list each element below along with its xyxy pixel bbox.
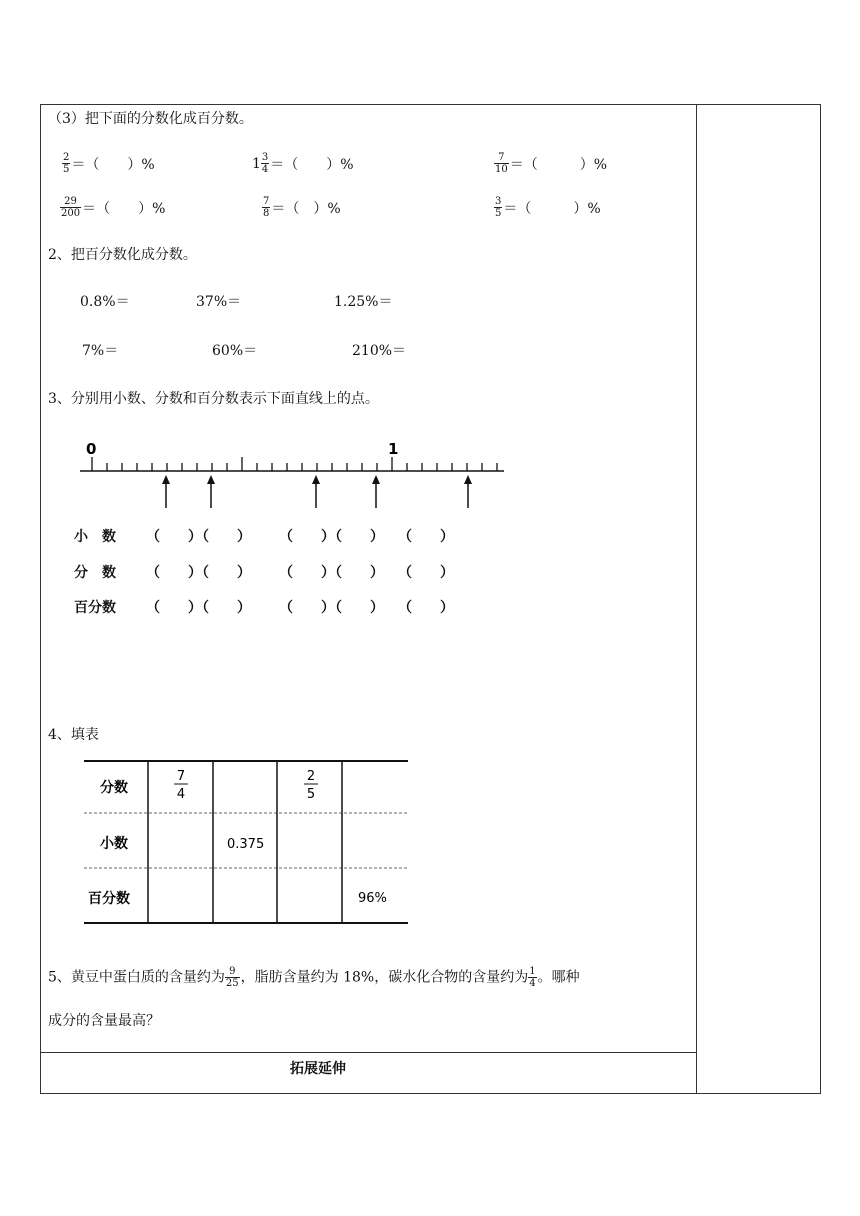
fraction-item-1 (62, 152, 155, 175)
cell-fraction-2-den: 5 (306, 787, 316, 802)
table-label-decimal: 小数 (100, 836, 128, 852)
fraction-item-2 (252, 152, 354, 175)
table-label-fraction: 分数 (100, 780, 128, 796)
cell-decimal: 0.375 (227, 837, 265, 852)
fraction: $\frac{1}{4}$ (529, 966, 536, 989)
fraction: $\frac{2}{5}$ (63, 152, 70, 175)
fraction-item-3 (494, 152, 607, 175)
fraction: $\frac{7}{10}$ (495, 152, 508, 175)
q2-item: 210%＝ (352, 343, 407, 359)
q4-title: 4、填表 (48, 727, 99, 743)
fraction: $\frac{9}{25}$ (225, 966, 239, 989)
answer-blank: ＝（ ）% (82, 200, 166, 217)
fraction: $\frac{3}{5}$ (495, 196, 502, 219)
q2-item: 37%＝ (196, 294, 242, 310)
fraction-item-4 (60, 196, 165, 219)
row-label-decimal: 小 数 (74, 529, 116, 545)
section-divider (40, 1052, 697, 1053)
cell-fraction-1-den: 4 (176, 787, 186, 802)
arrow-head (312, 475, 320, 484)
arrow-head (162, 475, 170, 484)
row-label-fraction: 分 数 (74, 565, 116, 581)
answer-blank: ＝（ ）% (509, 156, 608, 173)
q5-text: 。哪种 (537, 969, 580, 986)
q5-text: ，脂肪含量约为 18%，碳水化合物的含量约为 (240, 969, 529, 986)
arrow-head (372, 475, 380, 484)
cell-fraction-1-num: 7 (176, 769, 186, 784)
whole-part: 1 (252, 155, 261, 172)
row-blanks-decimal: （ ）（ ） （ ）（ ） （ ） (146, 529, 454, 545)
arrow-head (464, 475, 472, 484)
number-line-ticks (92, 457, 497, 471)
answer-blank: ＝（ ）% (503, 200, 601, 217)
q2-item: 60%＝ (212, 343, 258, 359)
fraction: $\frac{7}{8}$ (263, 196, 270, 219)
answer-blank: ＝（ ）% (71, 156, 155, 173)
q3-title: 3、分别用小数、分数和百分数表示下面直线上的点。 (48, 391, 379, 407)
q2-item: 7%＝ (82, 343, 119, 359)
number-line (70, 432, 520, 514)
section-heading: 拓展延伸 (290, 1061, 346, 1077)
q5-line1 (48, 966, 580, 989)
fraction-item-5 (262, 196, 341, 219)
cell-percent: 96% (358, 891, 387, 906)
column-divider (696, 104, 697, 1094)
q3-sub-title: （3）把下面的分数化成百分数。 (48, 111, 253, 127)
answer-blank: ＝（ ）% (270, 156, 354, 173)
arrow-head (207, 475, 215, 484)
answer-blank: ＝（ ）% (271, 200, 341, 217)
q2-title: 2、把百分数化成分数。 (48, 247, 197, 263)
cell-fraction-2-num: 2 (306, 769, 316, 784)
row-label-percent: 百分数 (74, 600, 116, 616)
number-line-label-0: 0 (86, 440, 97, 458)
table-label-percent: 百分数 (88, 891, 130, 907)
number-line-arrows (162, 475, 472, 508)
q5-line2: 成分的含量最高？ (48, 1013, 160, 1029)
row-blanks-percent: （ ）（ ） （ ）（ ） （ ） (146, 600, 454, 616)
fraction: $\frac{29}{200}$ (61, 196, 81, 219)
row-blanks-fraction: （ ）（ ） （ ）（ ） （ ） (146, 565, 454, 581)
q5-text: 5、黄豆中蛋白质的含量约为 (48, 969, 225, 986)
q2-item: 1.25%＝ (334, 294, 393, 310)
number-line-label-1: 1 (388, 440, 399, 458)
q2-item: 0.8%＝ (80, 294, 130, 310)
fill-table (84, 758, 414, 930)
fraction: $\frac{3}{4}$ (261, 152, 269, 175)
fraction-item-6 (494, 196, 601, 219)
